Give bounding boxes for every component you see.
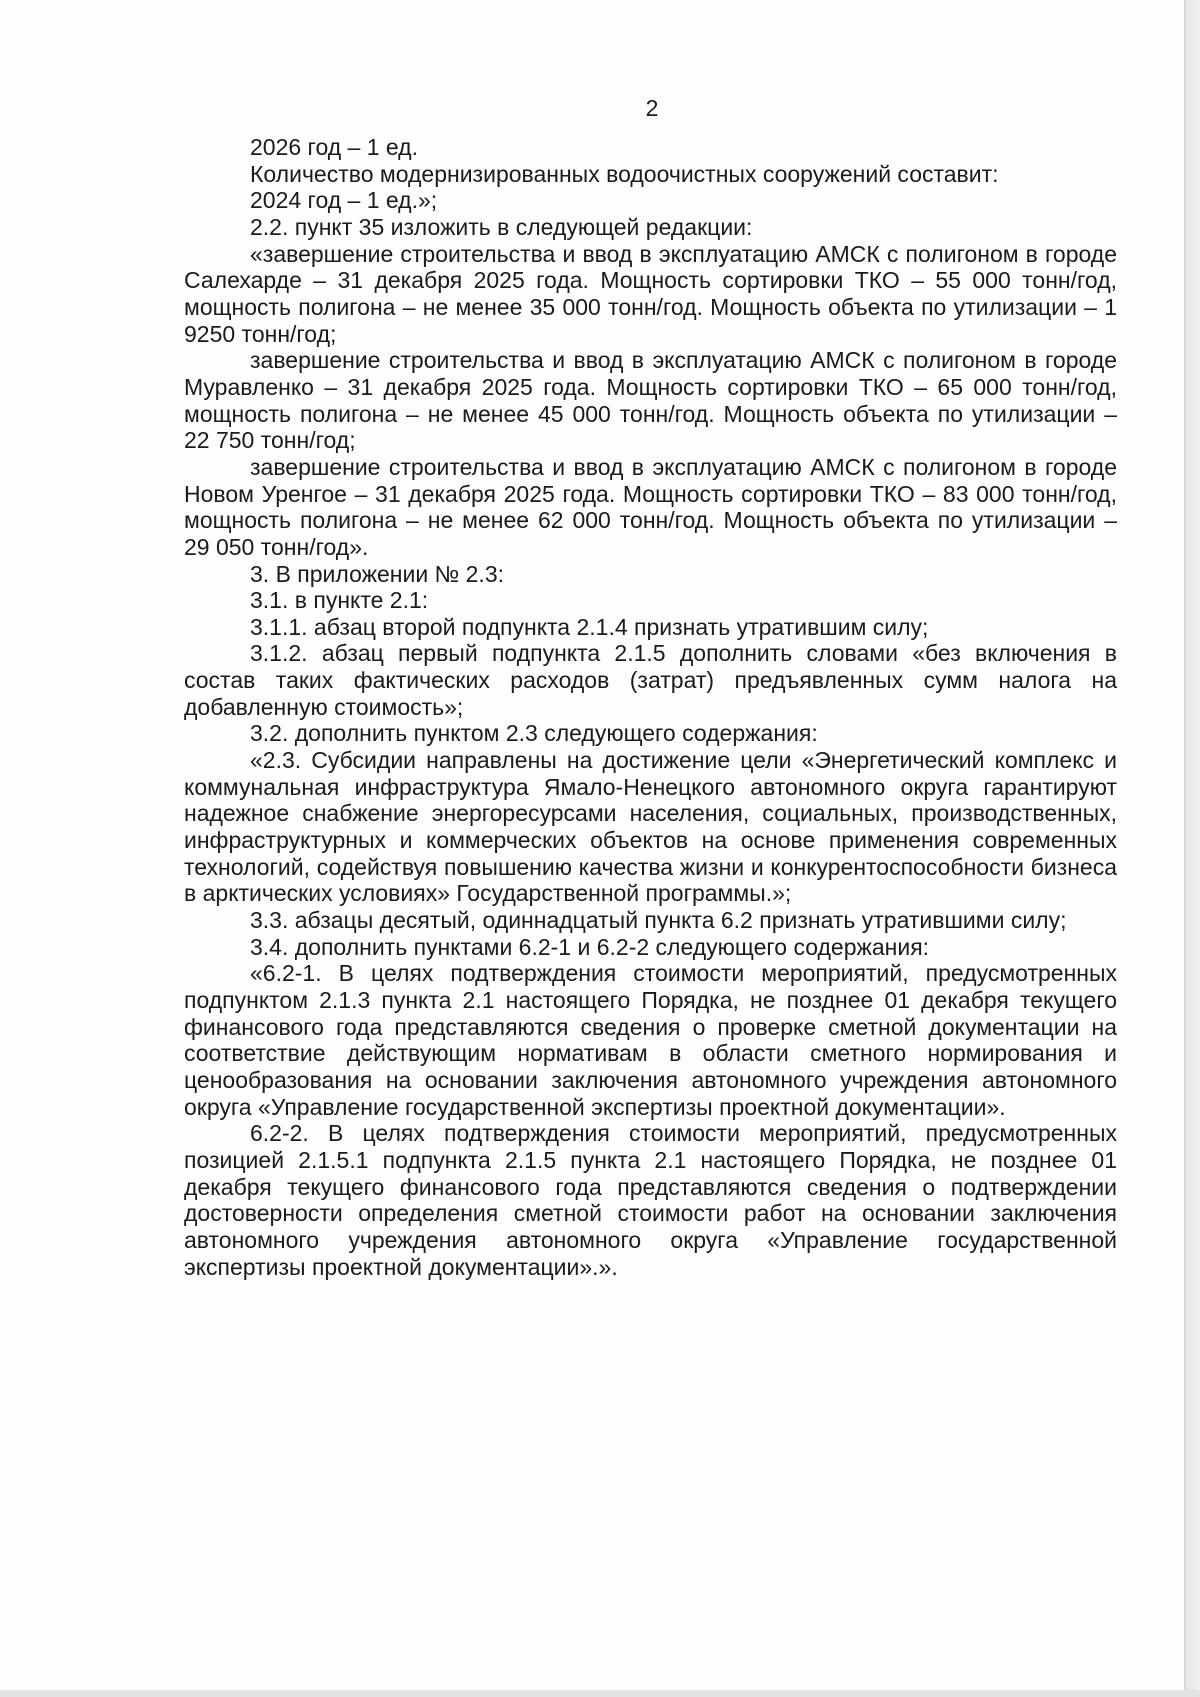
paragraph-4: 2.2. пункт 35 изложить в следующей редакции:	[250, 213, 753, 240]
page-right-edge	[1184, 0, 1200, 1697]
paragraph-15: 3.4. дополнить пунктами 6.2-1 и 6.2-2 следующего содержания:	[250, 933, 930, 960]
page-number: 2	[645, 95, 659, 121]
paragraph-5: «завершение строительства и ввод в эксплуатацию АМСК с полигоном в городе Салехарде – 31 декабря 2025 года. Мощность сортировки ТКО – 55 000 тонн/год, мощность полигона – не менее 35 000 тонн/год. Мощность объекта по утилизации – 1 9250 тонн/год;	[184, 240, 1117, 347]
paragraph-11: 3.1.2. абзац первый подпункта 2.1.5 дополнить словами «без включения в состав таких фактических расходов (затрат) предъявленных сумм налога на добавленную стоимость»;	[184, 640, 1117, 720]
paragraph-6: завершение строительства и ввод в эксплуатацию АМСК с полигоном в городе Муравленко – 31 декабря 2025 года. Мощность сортировки ТКО – 65 000 тонн/год, мощность полигона – не менее 45 000 тонн/год. Мощность объекта по утилизации – 22 750 тонн/год;	[184, 347, 1117, 454]
page-bottom-edge	[0, 1690, 1200, 1697]
paragraph-17: 6.2-2. В целях подтверждения стоимости мероприятий, предусмотренных позицией 2.1.5.1 подпункта 2.1.5 пункта 2.1 настоящего Порядка, не позднее 01 декабря текущего финансового года представляются сведения о подтверждении достоверности определения сметной стоимости работ на основании заключения автономного учреждения автономного округа «Управление государственной экспертизы проектной документации».».	[184, 1120, 1117, 1280]
paragraph-10: 3.1.1. абзац второй подпункта 2.1.4 признать утратившим силу;	[250, 613, 929, 640]
paragraph-7: завершение строительства и ввод в эксплуатацию АМСК с полигоном в городе Новом Уренгое – 31 декабря 2025 года. Мощность сортировки ТКО – 83 000 тонн/год, мощность полигона – не менее 62 000 тонн/год. Мощность объекта по утилизации – 29 050 тонн/год».	[184, 453, 1117, 560]
paragraph-13: «2.3. Субсидии направлены на достижение цели «Энергетический комплекс и коммунальная инфраструктура Ямало-Ненецкого автономного округа гарантируют надежное снабжение энергоресурсами населения, социальных, производственных, инфраструктурных и коммерческих объектов на основе применения современных технологий, содействуя повышению качества жизни и конкурентоспособности бизнеса в арктических условиях» Государственной программы.»;	[184, 747, 1117, 907]
paragraph-14: 3.3. абзацы десятый, одиннадцатый пункта 6.2 признать утратившими силу;	[250, 907, 1067, 934]
paragraph-12: 3.2. дополнить пунктом 2.3 следующего содержания:	[250, 720, 818, 747]
paragraph-16: «6.2-1. В целях подтверждения стоимости мероприятий, предусмотренных подпунктом 2.1.3 пункта 2.1 настоящего Порядка, не позднее 01 декабря текущего финансового года представляются сведения о проверке сметной документации на соответствие действующим нормативам в области сметного нормирования и ценообразования на основании заключения автономного учреждения автономного округа «Управление государственной экспертизы проектной документации».	[184, 960, 1117, 1120]
paragraph-9: 3.1. в пункте 2.1:	[250, 587, 429, 614]
paragraph-8: 3. В приложении № 2.3:	[250, 560, 504, 587]
paragraph-3: 2024 год – 1 ед.»;	[250, 187, 438, 214]
paragraph-2: Количество модернизированных водоочистных сооружений составит:	[250, 160, 999, 187]
paragraph-1: 2026 год – 1 ед.	[250, 134, 418, 160]
document-body	[184, 134, 1117, 1280]
